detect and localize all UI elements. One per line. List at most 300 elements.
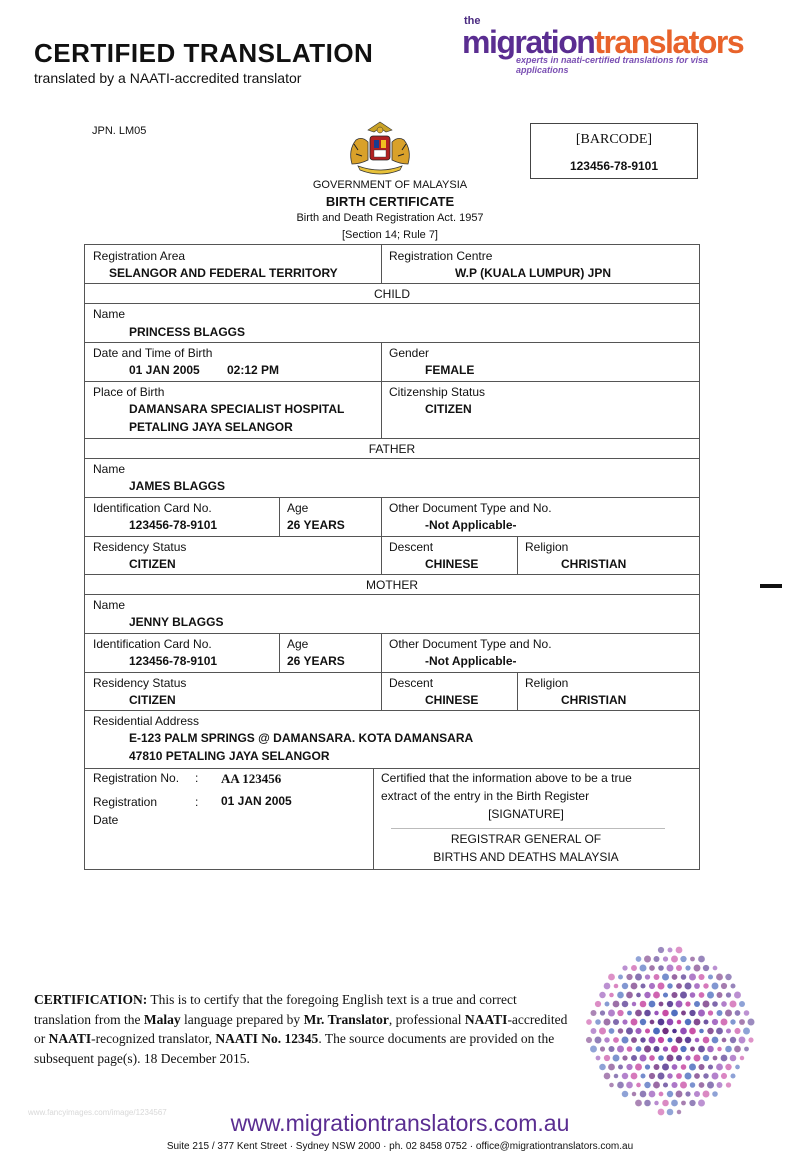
seal-dot [730, 1001, 737, 1008]
seal-dot [622, 1019, 627, 1024]
seal-dot [586, 1037, 592, 1043]
logo-the: the [464, 15, 481, 27]
registrar-title-line2: BIRTHS AND DEATHS MALAYSIA [433, 850, 619, 864]
seal-dot [635, 1100, 642, 1107]
seal-dot [671, 1100, 678, 1107]
seal-dot [653, 1082, 660, 1089]
certification-naati-number: NAATI No. 12345 [215, 1031, 319, 1046]
col-divider [381, 497, 382, 574]
child-gender-label: Gender [389, 346, 430, 360]
residential-address-label: Residential Address [93, 714, 200, 728]
seal-dot [722, 1038, 727, 1043]
footer-address: Suite 215 / 377 Kent Street · Sydney NSW 2000 · ph. 02 8458 0752 · office@migrationtranslators.com.au [166, 1141, 634, 1152]
seal-dot [604, 1019, 611, 1026]
seal-dot [631, 983, 638, 990]
seal-dot [649, 1037, 656, 1044]
col-divider [381, 342, 382, 438]
mother-name-label: Name [93, 598, 126, 612]
seal-dot [712, 1037, 719, 1044]
certification-text-6: . The source documents are provided on the subsequent page(s). 18 December 2015. [34, 1031, 555, 1066]
seal-dot [726, 1082, 731, 1087]
seal-dot [712, 1073, 719, 1080]
child-dob-label: Date and Time of Birth [93, 346, 213, 360]
signature-line [391, 828, 665, 829]
seal-dot [658, 1055, 664, 1061]
seal-dot [676, 983, 682, 989]
seal-dot [685, 1073, 692, 1080]
seal-dot [681, 1011, 686, 1016]
certified-translation-title: CERTIFIED TRANSLATION [34, 38, 374, 68]
seal-dot [726, 992, 731, 997]
seal-dot [685, 1055, 690, 1060]
father-id-label: Identification Card No. [93, 501, 212, 515]
seal-dot [703, 1055, 709, 1061]
seal-dot [676, 1055, 682, 1061]
seal-dot [636, 1083, 641, 1088]
seal-dot [717, 992, 723, 998]
seal-dot [725, 1064, 731, 1070]
seal-dot [748, 1037, 753, 1042]
seal-dot [662, 1028, 668, 1034]
seal-dot [708, 1064, 713, 1069]
seal-dot [680, 1082, 687, 1089]
certification-translator: Mr. Translator [303, 1011, 389, 1027]
seal-dot [698, 1100, 705, 1107]
seal-dot [671, 1046, 678, 1053]
seal-dot [632, 1002, 636, 1006]
seal-dot [617, 1010, 623, 1016]
seal-dot [699, 1082, 705, 1088]
seal-dot [685, 1037, 692, 1044]
seal-dot [645, 1064, 650, 1069]
seal-dot [716, 974, 723, 981]
seal-dot [644, 956, 651, 963]
seal-dot [681, 974, 687, 980]
seal-dot [667, 1001, 673, 1007]
seal-dot [717, 1082, 723, 1088]
father-religion-value: CHRISTIAN [561, 557, 627, 571]
seal-dot [703, 1091, 710, 1098]
seal-dot [690, 1082, 696, 1088]
father-heading: FATHER [368, 442, 416, 456]
seal-dot [618, 1065, 623, 1070]
seal-dot [595, 1037, 602, 1044]
barcode-placeholder: [BARCODE] [575, 132, 653, 147]
form-code: JPN. LM05 [92, 125, 147, 137]
seal-dot [591, 1010, 597, 1016]
seal-dot [713, 966, 718, 971]
seal-dot [591, 1028, 597, 1034]
barcode-box [530, 123, 698, 179]
seal-dot [658, 947, 664, 953]
seal-dot [626, 974, 632, 980]
seal-dot [640, 983, 645, 988]
seal-dot [685, 965, 690, 970]
seal-dot [704, 1020, 709, 1025]
seal-dot [681, 1064, 687, 1070]
father-other-doc-value: -Not Applicable- [425, 518, 517, 532]
mother-other-doc-label: Other Document Type and No. [389, 637, 552, 651]
registration-date-label-2: Date [93, 813, 119, 827]
seal-dot [654, 1064, 660, 1070]
certification-statement [34, 990, 574, 1068]
mother-heading: MOTHER [366, 578, 418, 592]
seal-dot [730, 1055, 737, 1062]
barcode-number: 123456-78-9101 [569, 159, 659, 173]
seal-dot [627, 1011, 632, 1016]
government-name: GOVERNMENT OF MALAYSIA [312, 179, 468, 191]
seal-dot [717, 1047, 721, 1051]
seal-dot [744, 1010, 750, 1016]
seal-dot [739, 1037, 746, 1044]
seal-dot [730, 1019, 735, 1024]
seal-dot [635, 1028, 641, 1034]
seal-dot [654, 1046, 660, 1052]
seal-dot [667, 983, 672, 988]
row-divider [85, 710, 699, 711]
seal-dot [614, 1074, 619, 1079]
seal-dot [659, 1092, 664, 1097]
child-gender-value: FEMALE [425, 363, 475, 377]
seal-dot [734, 1046, 741, 1053]
translator-seal-icon [585, 946, 755, 1116]
seal-dot [613, 1001, 620, 1008]
seal-dot [662, 1010, 669, 1017]
seal-dot [622, 983, 628, 989]
seal-dot [640, 1091, 647, 1098]
seal-dot [622, 1037, 629, 1044]
seal-dot [631, 1055, 637, 1061]
seal-dot [667, 1091, 673, 1097]
seal-dot [663, 1082, 668, 1087]
signature-placeholder: [SIGNATURE] [488, 807, 564, 821]
seal-dot [654, 956, 660, 962]
seal-dot [662, 1100, 669, 1107]
seal-dot [608, 974, 615, 981]
seal-dot [698, 956, 705, 963]
seal-dot [654, 1101, 658, 1105]
seal-dot [605, 1002, 610, 1007]
father-other-doc-label: Other Document Type and No. [389, 501, 552, 515]
seal-dot [685, 1001, 690, 1006]
malaysia-coat-of-arms-icon [340, 120, 420, 178]
seal-dot [699, 1029, 704, 1034]
seal-dot [667, 965, 674, 972]
seal-dot [626, 1082, 633, 1089]
child-name-label: Name [93, 307, 126, 321]
registrar-title-line1: REGISTRAR GENERAL OF [450, 832, 602, 846]
registration-centre-value: W.P (KUALA LUMPUR) JPN [455, 266, 611, 280]
seal-dot [609, 993, 614, 998]
registration-no-colon: : [195, 771, 199, 785]
seal-dot [662, 1064, 669, 1071]
certification-naati-2: NAATI [48, 1031, 92, 1046]
page-number-marker [760, 584, 782, 588]
seal-dot [600, 1010, 605, 1015]
seal-dot [713, 1056, 718, 1061]
seal-dot [707, 1082, 714, 1089]
seal-dot [712, 1019, 718, 1025]
father-id-value: 123456-78-9101 [129, 518, 218, 532]
seal-dot [604, 1073, 611, 1080]
certification-text-1: This is to certify that the foregoing English text is a true and correct translation from the [34, 992, 517, 1027]
mother-other-doc-value: -Not Applicable- [425, 654, 517, 668]
col-divider [381, 633, 382, 710]
row-divider [85, 594, 699, 595]
seal-dot [668, 1038, 673, 1043]
seal-dot [658, 983, 665, 990]
seal-dot [608, 1046, 614, 1052]
seal-dot [659, 1002, 664, 1007]
seal-dot [708, 974, 713, 979]
registration-date-colon: : [195, 795, 199, 809]
seal-dot [725, 974, 731, 980]
seal-dot [680, 1028, 687, 1035]
seal-dot [640, 1037, 645, 1042]
seal-dot [654, 974, 660, 980]
seal-dot [748, 1019, 755, 1026]
seal-dot [640, 965, 647, 972]
seal-dot [734, 1028, 740, 1034]
row-divider [85, 342, 699, 343]
seal-dot [627, 1046, 633, 1052]
seal-dot [721, 1055, 728, 1062]
seal-dot [653, 1028, 660, 1035]
seal-dot [703, 1037, 710, 1044]
seal-dot [721, 983, 727, 989]
certified-statement-line2: extract of the entry in the Birth Register [381, 789, 590, 803]
seal-dot [618, 975, 623, 980]
seal-dot [677, 1020, 682, 1025]
seal-dot [608, 1064, 615, 1071]
seal-dot [617, 1046, 624, 1053]
seal-dot [662, 974, 669, 981]
child-place-line1: DAMANSARA SPECIALIST HOSPITAL [129, 402, 345, 416]
seal-dot [698, 974, 704, 980]
seal-dot [599, 992, 605, 998]
seal-dot [716, 1064, 723, 1071]
seal-dot [640, 1055, 647, 1062]
seal-dot [721, 1073, 727, 1079]
mother-residency-label: Residency Status [93, 676, 187, 690]
mother-name-value: JENNY BLAGGS [129, 615, 224, 629]
seal-dot [622, 965, 627, 970]
seal-dot [676, 947, 683, 954]
seal-dot [690, 992, 696, 998]
registration-act: Birth and Death Registration Act. 1957 [296, 212, 484, 224]
seal-dot [707, 1028, 713, 1034]
seal-dot [622, 1091, 629, 1098]
seal-dot [631, 965, 637, 971]
seal-dot [703, 965, 709, 971]
mother-descent-label: Descent [389, 676, 434, 690]
seal-dot [707, 992, 714, 999]
section-rule: [Section 14; Rule 7] [341, 229, 438, 241]
seal-dot [604, 983, 611, 990]
seal-dot [599, 1028, 606, 1035]
seal-dot [590, 1046, 597, 1053]
seal-dot [644, 1046, 651, 1053]
seal-dot [644, 1010, 651, 1017]
mother-residency-value: CITIZEN [129, 693, 176, 707]
seal-dot [631, 1037, 637, 1043]
seal-dot [671, 992, 677, 998]
seal-dot [681, 1101, 686, 1106]
registration-date-value: 01 JAN 2005 [221, 794, 292, 808]
father-residency-label: Residency Status [93, 540, 187, 554]
seal-dot [694, 1073, 700, 1079]
document-title: BIRTH CERTIFICATE [325, 194, 455, 209]
col-divider [279, 633, 280, 672]
seal-dot [641, 1074, 646, 1079]
seal-dot [698, 1010, 705, 1017]
seal-dot [698, 1046, 705, 1053]
seal-dot [689, 1064, 696, 1071]
company-logo [462, 15, 762, 75]
seal-dot [676, 965, 682, 971]
seal-dot [600, 1046, 605, 1051]
father-age-label: Age [287, 501, 309, 515]
row-divider [85, 768, 699, 769]
row-divider [85, 438, 699, 439]
seal-dot [663, 956, 668, 961]
watermark-text: www.fancyimages.com/image/1234567 [28, 1108, 167, 1117]
seal-dot [595, 1019, 601, 1025]
seal-dot [636, 993, 641, 998]
seal-dot [717, 1010, 723, 1016]
mother-religion-label: Religion [525, 676, 569, 690]
seal-dot [680, 956, 686, 962]
seal-dot [725, 1010, 732, 1017]
registration-area-label: Registration Area [93, 249, 186, 263]
seal-dot [644, 1082, 650, 1088]
seal-dot [640, 1019, 646, 1025]
child-dob-time: 02:12 PM [227, 363, 280, 377]
seal-dot [739, 1001, 745, 1007]
child-citizenship-value: CITIZEN [425, 402, 472, 416]
seal-dot [730, 1037, 736, 1043]
registration-no-label: Registration No. [93, 771, 180, 785]
father-descent-value: CHINESE [425, 557, 479, 571]
father-residency-value: CITIZEN [129, 557, 176, 571]
seal-dot [622, 1073, 628, 1079]
seal-dot [622, 1001, 629, 1008]
father-name-label: Name [93, 462, 126, 476]
mother-id-label: Identification Card No. [93, 637, 212, 651]
child-place-label: Place of Birth [93, 385, 165, 399]
mother-id-value: 123456-78-9101 [129, 654, 218, 668]
seal-dot [695, 1038, 700, 1043]
seal-dot [645, 974, 650, 979]
seal-dot [734, 992, 741, 999]
seal-dot [676, 1037, 683, 1044]
row-divider [85, 497, 699, 498]
seal-dot [712, 1091, 718, 1097]
seal-dot [635, 1010, 642, 1017]
seal-dot [694, 965, 701, 972]
seal-dot [635, 1064, 642, 1071]
seal-dot [649, 965, 655, 971]
residential-address-line2: 47810 PETALING JAYA SELANGOR [129, 749, 330, 763]
seal-dot [735, 1065, 740, 1070]
seal-dot [740, 1056, 744, 1060]
seal-dot [596, 1056, 601, 1061]
seal-dot [649, 1001, 656, 1008]
seal-dot [644, 992, 650, 998]
seal-dot [586, 1019, 592, 1025]
registration-centre-label: Registration Centre [389, 249, 493, 263]
certification-naati-1: NAATI [464, 1011, 508, 1027]
seal-dot [694, 1019, 701, 1026]
col-divider [517, 672, 518, 710]
mother-age-label: Age [287, 637, 309, 651]
row-divider [85, 283, 699, 284]
seal-dot [649, 1091, 656, 1098]
logo-word-translators: translators [594, 24, 744, 60]
certification-text-3: , professional [388, 1011, 465, 1027]
certification-language: Malay [143, 1011, 181, 1027]
row-divider [85, 536, 699, 537]
residential-address-line1: E-123 PALM SPRINGS @ DAMANSARA. KOTA DAMANSARA [129, 731, 474, 745]
seal-dot [698, 1064, 704, 1070]
seal-dot [703, 983, 708, 988]
seal-dot [604, 1055, 610, 1061]
seal-dot [690, 957, 695, 962]
certification-text-5: -recognized translator, [91, 1031, 216, 1046]
col-divider [517, 536, 518, 574]
seal-dot [649, 1073, 655, 1079]
father-age-value: 26 YEARS [287, 518, 345, 532]
seal-dot [671, 1082, 677, 1088]
seal-dot [689, 974, 696, 981]
seal-dot [608, 1010, 615, 1017]
seal-dot [613, 1055, 620, 1062]
seal-dot [595, 1001, 601, 1007]
seal-dot [671, 1010, 678, 1017]
seal-dot [680, 1046, 686, 1052]
seal-dot [658, 965, 664, 971]
col-divider [279, 497, 280, 536]
seal-dot [640, 1001, 647, 1008]
child-place-line2: PETALING JAYA SELANGOR [129, 420, 293, 434]
seal-dot [618, 1028, 623, 1033]
seal-dot [668, 948, 673, 953]
certification-text-2: language prepared by [180, 1011, 304, 1027]
seal-dot [680, 992, 687, 999]
seal-dot [658, 1073, 665, 1080]
seal-dot [735, 1010, 741, 1016]
seal-dot [703, 1001, 710, 1008]
seal-dot [721, 1001, 727, 1007]
footer-website: www.migrationtranslators.com.au [230, 1110, 570, 1136]
seal-dot [739, 1019, 745, 1025]
seal-dot [676, 1001, 683, 1008]
seal-dot [663, 992, 668, 997]
seal-dot [689, 1028, 696, 1035]
seal-dot [676, 1091, 683, 1098]
seal-dot [672, 1029, 677, 1034]
logo-word-migration: migration [462, 24, 595, 60]
seal-dot [614, 984, 619, 989]
seal-dot [689, 1010, 695, 1016]
row-divider [85, 303, 699, 304]
seal-dot [631, 1019, 638, 1026]
seal-dot [635, 974, 642, 981]
seal-dot [712, 983, 719, 990]
mother-descent-value: CHINESE [425, 693, 479, 707]
seal-dot [725, 1046, 732, 1053]
seal-dot [703, 1073, 708, 1078]
